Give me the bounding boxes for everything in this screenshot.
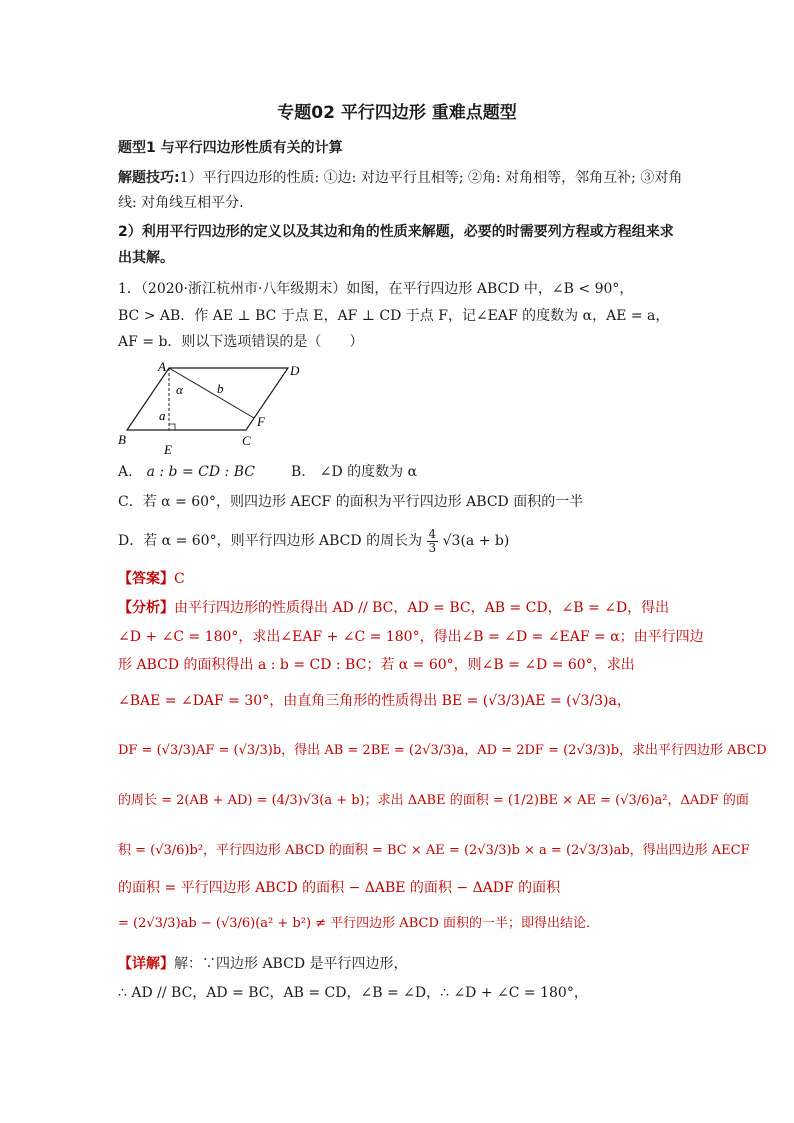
option-d-prefix: D．若 α = 60°，则平行四边形 ABCD 的周长为 (118, 533, 423, 549)
option-d (118, 526, 509, 556)
option-b-label: B． (291, 464, 316, 480)
tips-label: 解题技巧: (118, 170, 180, 186)
analysis-line-1 (118, 598, 669, 618)
option-a-text: a : b = CD : BC (146, 464, 255, 480)
label-b-vertex: B (118, 432, 126, 447)
analysis-line-2: ∠D + ∠C = 180°，求出∠EAF + ∠C = 180°，得出∠B = ∠D = ∠EAF = α；由平行四边 (118, 629, 704, 645)
label-a-vertex: A (158, 360, 166, 374)
option-b-text: ∠D 的度数为 α (319, 464, 418, 480)
tips-line-1 (118, 168, 682, 188)
detail-text-1: 解：∵四边形 ABCD 是平行四边形， (174, 956, 408, 972)
tips-text-1: 1）平行四边形的性质: ①边: 对边平行且相等; ②角: 对角相等，邻角互补; ③对角 (179, 170, 683, 186)
label-f-vertex: F (257, 414, 265, 429)
option-d-suffix: √3(a + b) (442, 533, 510, 549)
option-d-numerator: 4 (428, 526, 437, 541)
analysis-label: 【分析】 (118, 600, 174, 616)
analysis-line-5: DF = (√3/3)AF = (√3/3)b，得出 AB = 2BE = (2√3/3)a，AD = 2DF = (2√3/3)b，求出平行四边形 ABCD (118, 743, 767, 758)
problem-line-2: BC > AB．作 AE ⊥ BC 于点 E，AF ⊥ CD 于点 F，记∠EAF 的度数为 α，AE = a， (118, 308, 670, 324)
answer-line (118, 569, 185, 589)
option-d-denominator: 3 (428, 540, 437, 555)
problem-line-1: 1．（2020·浙江杭州市·八年级期末）如图，在平行四边形 ABCD 中，∠B < 90°， (118, 281, 634, 297)
parallelogram-figure (118, 360, 308, 458)
problem-line-3: AF = b．则以下选项错误的是（ ） (118, 334, 364, 350)
option-c: C．若 α = 60°，则四边形 AECF 的面积为平行四边形 ABCD 面积的一半 (118, 494, 584, 510)
analysis-line-7: 积 = (√3/6)b²，平行四边形 ABCD 的面积 = BC × AE = (2√3/3)b × a = (2√3/3)ab，得出四边形 AECF (118, 843, 750, 858)
detail-label: 【详解】 (118, 956, 174, 972)
page-title: 专题02 平行四边形 重难点题型 (277, 103, 517, 123)
option-d-fraction (427, 528, 439, 555)
analysis-line-4: ∠BAE = ∠DAF = 30°，由直角三角形的性质得出 BE = (√3/3)AE = (√3/3)a， (118, 693, 631, 709)
label-d-vertex: D (290, 363, 300, 378)
detail-line-1 (118, 954, 408, 974)
detail-line-2: ∴ AD // BC，AD = BC，AB = CD，∠B = ∠D，∴ ∠D + ∠C = 180°， (118, 985, 588, 1001)
tips-line-4: 出其解。 (118, 250, 174, 266)
analysis-line-3: 形 ABCD 的面积得出 a : b = CD : BC；若 α = 60°，则∠B = ∠D = 60°，求出 (118, 657, 635, 673)
tips-line-2: 线: 对角线互相平分. (118, 195, 244, 211)
tips-line-3: 2）利用平行四边形的定义以及其边和角的性质来解题，必要的时需要列方程或方程组来求 (118, 224, 674, 240)
analysis-line-6: 的周长 = 2(AB + AD) = (4/3)√3(a + b)；求出 ΔABE 的面积 = (1/2)BE × AE = (√3/6)a²，ΔADF 的面 (118, 793, 749, 808)
label-e-vertex: E (164, 442, 172, 457)
answer-value: C (174, 571, 185, 587)
analysis-line-9: = (2√3/3)ab − (√3/6)(a² + b²) ≠ 平行四边形 ABCD 面积的一半；即得出结论． (118, 916, 599, 931)
section-heading: 题型1 与平行四边形性质有关的计算 (118, 140, 343, 156)
label-c-vertex: C (242, 433, 251, 448)
answer-label: 【答案】 (118, 571, 174, 587)
options-row-ab (118, 462, 417, 482)
label-a-side: a (159, 408, 166, 423)
label-b-side: b (217, 381, 224, 396)
label-alpha: α (176, 382, 183, 397)
option-a-label: A． (118, 464, 143, 480)
right-angle-e (169, 424, 175, 430)
analysis-text-1: 由平行四边形的性质得出 AD // BC，AD = BC，AB = CD，∠B = ∠D，得出 (174, 600, 670, 616)
analysis-line-8: 的面积 = 平行四边形 ABCD 的面积 − ΔABE 的面积 − ΔADF 的面积 (118, 880, 561, 896)
